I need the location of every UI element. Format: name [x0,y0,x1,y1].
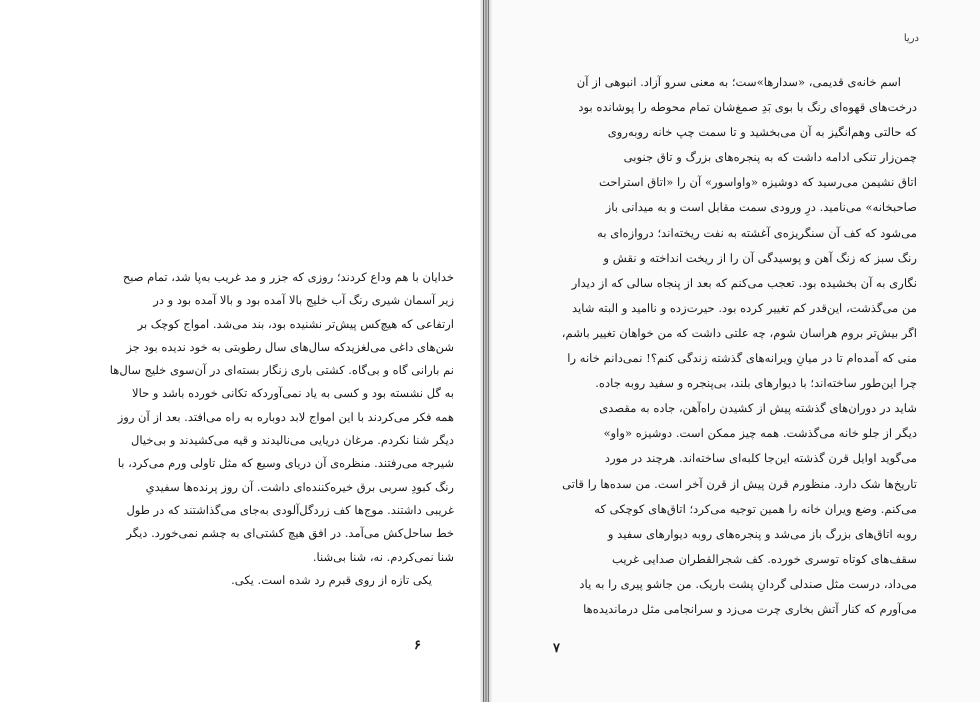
text-line: اسم خانه‌ی قدیمی، «سدارها»ست؛ به معنی سرو آزاد. انبوهی از آن [576,75,901,89]
book-gutter [480,0,492,702]
text-line: درخت‌های قهوه‌ای رنگ با بوی بَدِ صمغ‌شان تمام محوطه را پوشانده بود [578,100,917,115]
text-line: شنا نمی‌کردم. نه، شنا بی‌شنا. [312,549,454,564]
text-line: اتاق نشیمن می‌رسید که دوشیزه «واواسور» آن را «اتاق استراحت [598,175,917,190]
text-line: می‌شود که کف آن سنگریزه‌ی آغشته به نفت ریخته‌اند؛ دروازه‌ای به [597,225,917,240]
text-line: ارتفاعی که هیچ‌کس پیش‌تر نشنیده بود، بند می‌شد. امواج کوچک بر [137,316,454,331]
text-line: شیرجه می‌رفتند. منظره‌ی آن دریای وسیع که مثل تاولی ورم می‌کرد، با [117,456,454,471]
text-line: چرا این‌طور ساخته‌اند؛ با دیوارهای بلند، بی‌پنجره و سفید روبه جاده. [595,376,917,391]
text-line: می‌گوید اوایل قرن گذشته این‌جا کلبه‌ای ساخته‌اند. هرچند در مورد [604,451,917,466]
page-number: ۷ [553,641,560,656]
text-line: نگاری به آن بخشیده بود. تعجب می‌کنم که بعد از پنجاه سالی که از دیدار [571,275,917,290]
text-line: روبه اتاق‌های بزرگ باز می‌شد و پنجره‌های روبه دیوارهای سفید و [607,526,917,541]
running-head: دریا [903,33,919,44]
text-line: می‌کنم. وضع ویران خانه را همین توجیه می‌کرد؛ اتاق‌های کوچکی که [594,501,917,516]
text-line: که حالتی وهم‌انگیز به آن می‌بخشید و تا سمت چپ خانه روبه‌روی [607,125,917,140]
text-line: صاحبخانه» می‌نامید. درِ ورودی سمت مقابل است و به میدانی باز [605,200,917,215]
text-line: دیگر شنا نکردم. مرغان دریایی می‌نالیدند و قیه می‌کشیدند و بی‌خیال [131,433,454,448]
text-line: چمن‌زار تنکی ادامه داشت که به پنجره‌های بزرگ و تاق جنوبی [623,150,917,165]
text-line: همه فکر می‌کردند با این امواج لابد دوباره به راه می‌افتد. بعد از آن روز [117,409,454,424]
right-page-text [549,70,917,622]
text-line: می‌داد، درست مثل صندلی گردانِ پشت باریک. من جاشو پیری را به یاد [579,576,917,591]
text-line: اگر بیش‌تر بروم هراسان شوم، چه علتی داشت که من خواهان تغییر باشم، [561,325,917,340]
gutter-edge [483,0,484,702]
left-page [0,0,480,702]
text-line: می‌آورم که کنار آتش بخاری چرت می‌زد و سرانجامی مثل درماندیده‌ها [583,601,917,616]
left-page-text [56,266,454,592]
text-line: دیگر از جلو خانه می‌گذشت. همه چیز ممکن است. دوشیزه «واو» [603,426,917,441]
text-line: غریبی داشتند. موج‌ها کف زردگل‌آلودی به‌جای می‌گذاشتند که در طول [126,502,454,517]
text-line: خط ساحل‌کش می‌آمد. در افق هیچ کشتی‌ای به چشم نمی‌خورد. دیگر [126,526,454,541]
text-line: من می‌گذشت، این‌قدر کم تغییر کرده بود. حیرت‌زده و ناامید و البته شاید [571,300,917,315]
text-line: به گل نشسته بود و کسی به یاد نمی‌آوردکه تکانی خورده باشد و حالا [132,386,454,401]
text-line: منی که آمده‌ام تا در میانِ ویرانه‌های گذشته زندگی کنم؟! نمی‌دانم خانه را [567,351,917,366]
page-number: ۶ [414,638,421,653]
text-line: تاریخ‌ها شک دارد. منظورم قرن پیش از قرن آخر است. من سده‌ها را قاتی [562,476,917,491]
text-line: رنگ کبودِ سربی برق خیره‌کننده‌ای داشت. آن روز پرنده‌ها سفیدیِ [145,479,454,494]
text-line: زیر آسمان شیری رنگ آب خلیج بالا آمده بود و بالا آمده بود و در [153,293,454,308]
text-line: شاید در دوران‌های گذشته پیش از کشیدن راه‌آهن، جاده به مقصدی [599,401,917,416]
paragraph-line: یکی تازه از روی قبرم رد شده است. یکی. [231,572,432,587]
text-line: سقف‌های کوتاه توسری خورده. کف شجرالقطران صدایی غریب [611,551,917,566]
gutter-edge [488,0,489,702]
text-line: رنگ سبز که زنگ آهن و پوسیدگی آن را از ریخت انداخته و نقش و [603,250,917,265]
text-line: شن‌های داغی می‌لغزیدکه سال‌های سال رطوبتی به خود ندیده بود جز [126,339,454,354]
text-line: خدایان با هم وداع کردند؛ روزی که جزر و مد غریب به‌پا شد، تمام صبح [122,270,454,284]
text-line: نم بارانی گاه و بی‌گاه. کشتی باری زنگار بسته‌ای در آن‌سوی خلیج سال‌ها [109,363,454,378]
